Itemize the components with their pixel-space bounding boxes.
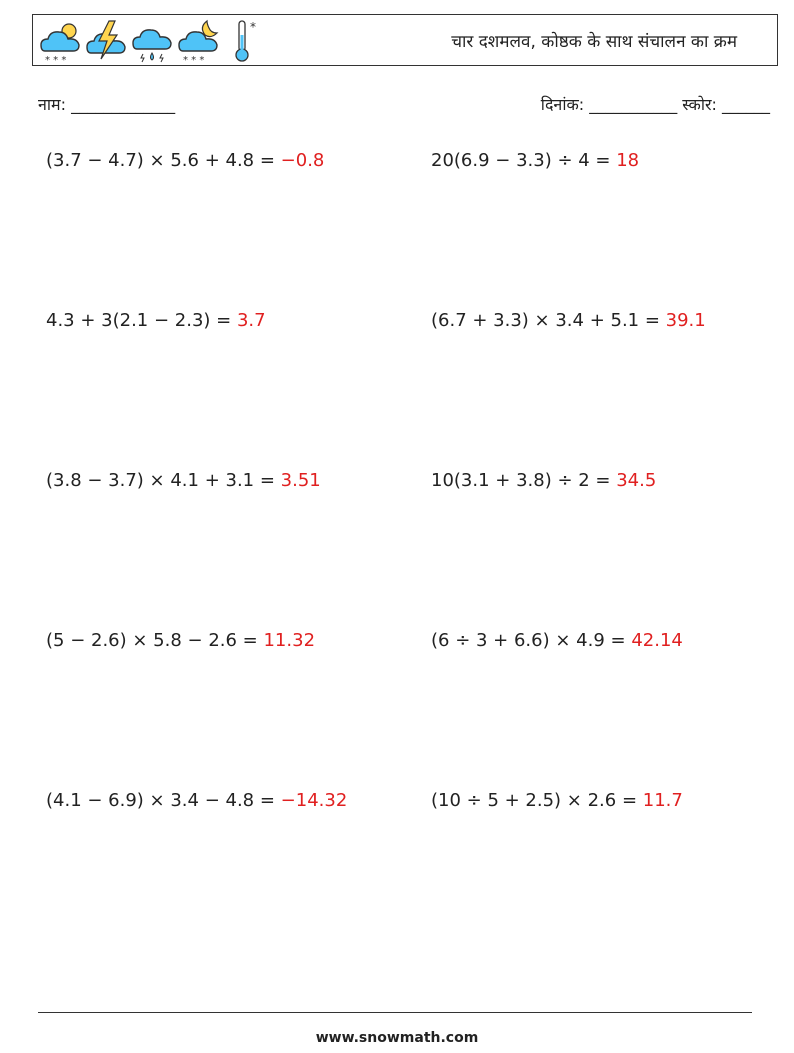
problem-answer: 42.14 [631,630,683,651]
problem-expression: (3.8 − 3.7) × 4.1 + 3.1 = [46,470,281,491]
svg-text:*: * [250,20,256,34]
problem-answer: 34.5 [616,470,657,491]
problem-7 [46,630,315,651]
problem-answer: 11.7 [642,790,683,811]
storm-cloud-icon [85,17,131,65]
name-field: नाम: _____________ [38,95,176,114]
problem-1 [46,150,324,171]
problem-expression: 20(6.9 − 3.3) ÷ 4 = [431,150,617,171]
problem-10 [431,790,683,811]
problem-answer: −14.32 [280,790,348,811]
svg-text:* * *: * * * [183,55,205,65]
problem-2 [431,150,639,171]
problem-expression: 10(3.1 + 3.8) ÷ 2 = [431,470,617,491]
problem-expression: (5 − 2.6) × 5.8 − 2.6 = [46,630,264,651]
problem-answer: 11.32 [263,630,316,651]
problem-answer: 3.51 [280,470,321,491]
problem-expression: (6 ÷ 3 + 6.6) × 4.9 = [431,630,632,651]
svg-text:* * *: * * * [45,55,67,65]
moon-cloud-snow-icon [177,17,223,65]
problem-expression: (10 ÷ 5 + 2.5) × 2.6 = [431,790,643,811]
sun-cloud-snow-icon [39,17,85,65]
problem-6 [431,470,656,491]
problem-3 [46,310,266,331]
problem-answer: 39.1 [665,310,706,331]
problem-expression: (4.1 − 6.9) × 3.4 − 4.8 = [46,790,281,811]
problem-expression: (6.7 + 3.3) × 3.4 + 5.1 = [431,310,666,331]
problem-answer: 3.7 [236,310,266,331]
problem-expression: 4.3 + 3(2.1 − 2.3) = [46,310,237,331]
rain-cloud-icon [131,17,177,65]
problem-9 [46,790,347,811]
thermometer-icon [229,17,265,65]
header-box [32,14,778,66]
problem-answer: 18 [616,150,640,171]
problem-answer: −0.8 [280,150,325,171]
problem-5 [46,470,321,491]
footer-site: www.snowmath.com [315,1030,479,1046]
problem-8 [431,630,683,651]
date-score-field: दिनांक: ___________ स्कोर: ______ [540,95,770,114]
problem-4 [431,310,706,331]
footer-divider [38,1012,752,1013]
problem-expression: (3.7 − 4.7) × 5.6 + 4.8 = [46,150,281,171]
worksheet-title: चार दशमलव, कोष्ठक के साथ संचालन का क्रम [451,32,737,52]
